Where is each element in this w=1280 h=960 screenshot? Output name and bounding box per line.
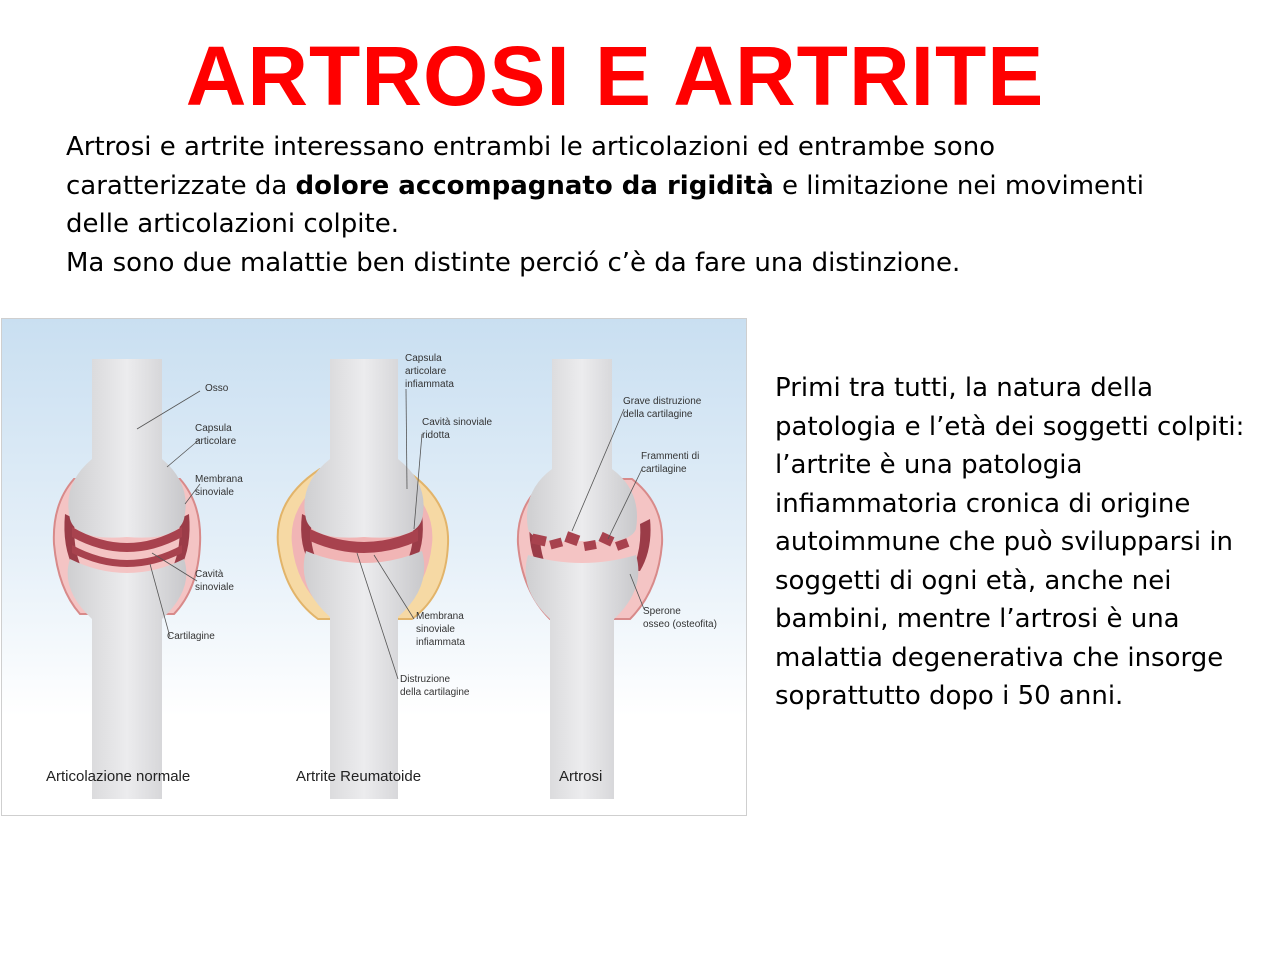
label-ra-capsula-1: Capsula bbox=[405, 353, 442, 364]
normal-joint-drawing bbox=[46, 359, 243, 799]
label-cavita-2: sinoviale bbox=[195, 582, 234, 593]
slide-title: ARTROSI E ARTRITE bbox=[185, 29, 1045, 123]
intro-text-3: Ma sono due malattie ben distinte perció c’è da fare una distinzione. bbox=[66, 247, 961, 278]
label-oa-grave-2: della cartilagine bbox=[623, 409, 693, 420]
label-capsula-2: articolare bbox=[195, 436, 237, 447]
label-cartilagine: Cartilagine bbox=[167, 631, 215, 642]
caption-oa: Artrosi bbox=[559, 768, 603, 785]
caption-ra: Artrite Reumatoide bbox=[296, 768, 422, 785]
label-ra-distruzione-2: della cartilagine bbox=[400, 687, 470, 698]
joint-illustration bbox=[1, 318, 747, 816]
label-ra-distruzione-1: Distruzione bbox=[400, 674, 451, 685]
label-ra-membrana-1: Membrana bbox=[416, 611, 464, 622]
label-capsula-1: Capsula bbox=[195, 423, 232, 434]
label-ra-membrana-3: infiammata bbox=[416, 637, 465, 648]
label-osso: Osso bbox=[205, 383, 229, 394]
intro-paragraph bbox=[66, 128, 1156, 282]
side-paragraph: Primi tra tutti, la natura della patologia e l’età dei soggetti colpiti: l’artrite è una patologia infiammatoria cronica di origine autoimmune che può svilupparsi in soggetti di ogni età, anche nei bambini, mentre l’artrosi è una malattia degenerativa che insorge soprattutto dopo i 50 anni. bbox=[775, 373, 1245, 711]
intro-bold-text: dolore accompagnato da rigidità bbox=[295, 170, 774, 201]
ra-joint-drawing bbox=[278, 353, 493, 799]
oa-joint-drawing bbox=[518, 359, 717, 799]
label-oa-frammenti-1: Frammenti di bbox=[641, 451, 700, 462]
label-cavita-1: Cavità bbox=[195, 569, 224, 580]
label-membrana-2: sinoviale bbox=[195, 487, 234, 498]
label-ra-cavita-2: ridotta bbox=[422, 430, 450, 441]
label-ra-membrana-2: sinoviale bbox=[416, 624, 455, 635]
label-membrana-1: Membrana bbox=[195, 474, 243, 485]
label-ra-capsula-2: articolare bbox=[405, 366, 447, 377]
label-oa-sperone-1: Sperone bbox=[643, 606, 681, 617]
label-ra-capsula-3: infiammata bbox=[405, 379, 454, 390]
intro-text-2: e limitazione nei movimenti delle articolazioni colpite. bbox=[66, 170, 1144, 239]
label-oa-grave-1: Grave distruzione bbox=[623, 396, 702, 407]
label-ra-cavita-1: Cavità sinoviale bbox=[422, 417, 493, 428]
label-oa-frammenti-2: cartilagine bbox=[641, 464, 687, 475]
intro-text-1: Artrosi e artrite interessano entrambi le articolazioni ed entrambe sono caratterizzate da bbox=[66, 132, 996, 201]
label-oa-sperone-2: osseo (osteofita) bbox=[643, 619, 717, 630]
caption-normal: Articolazione normale bbox=[46, 768, 191, 785]
